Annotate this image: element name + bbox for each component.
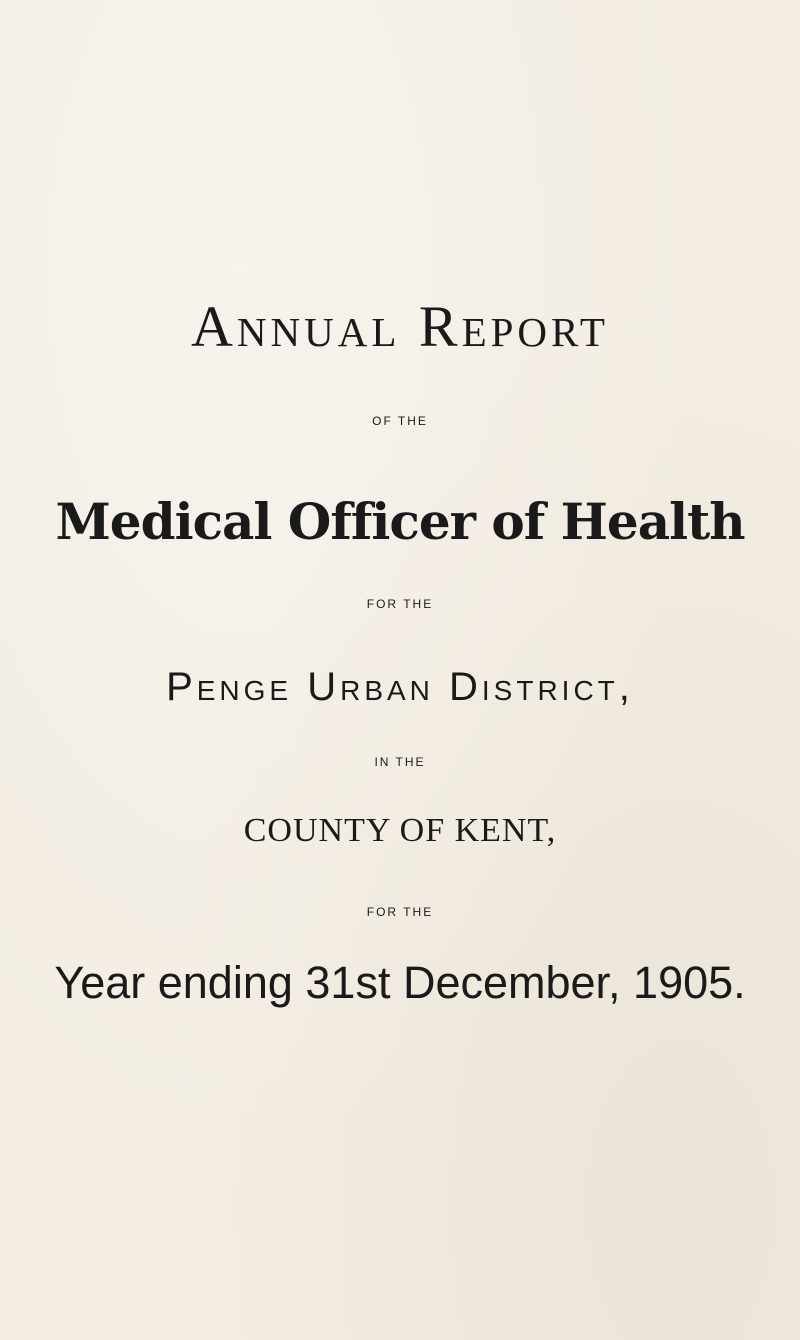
- of-the-label: OF THE: [372, 414, 428, 428]
- county-name: COUNTY OF KENT,: [243, 812, 557, 849]
- report-title: Annual Report: [191, 294, 609, 359]
- report-year: Year ending 31st December, 1905.: [54, 957, 746, 1008]
- for-the-label: FOR THE: [366, 597, 434, 611]
- officer-title: Medical Officer of Health: [55, 492, 745, 551]
- district-name: Penge Urban District,: [166, 665, 634, 709]
- in-the-label: IN THE: [374, 755, 426, 769]
- for-the-label-2: FOR THE: [366, 905, 434, 919]
